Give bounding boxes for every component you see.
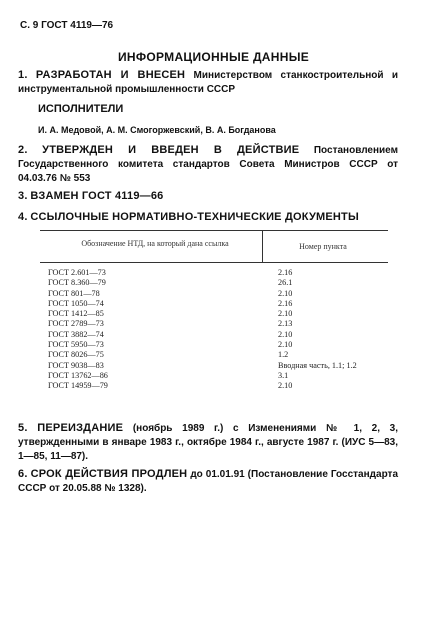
section-number: 5. bbox=[18, 422, 28, 434]
table-cell-item: 2.16 bbox=[278, 268, 293, 277]
table-cell-document: ГОСТ 8026—75 bbox=[48, 350, 104, 360]
table-column-divider bbox=[262, 230, 263, 262]
section-heading: ПЕРЕИЗДАНИЕ bbox=[37, 422, 124, 434]
table-header-rule bbox=[40, 262, 388, 263]
section-reissue bbox=[18, 421, 398, 464]
section-body: Министерством станкостроительной и инструментальной промышленности СССР bbox=[18, 70, 398, 95]
page-header: С. 9 ГОСТ 4119—76 bbox=[20, 20, 114, 31]
section-approved bbox=[18, 143, 398, 186]
table-cell-document: ГОСТ 14959—79 bbox=[48, 381, 108, 391]
table-cell-item: 2.10 bbox=[278, 329, 293, 339]
section-heading: РАЗРАБОТАН И ВНЕСЕН bbox=[35, 69, 186, 81]
table-cell-document: ГОСТ 2.601—73 bbox=[48, 268, 106, 277]
table-cell-document: ГОСТ 13762—86 bbox=[48, 370, 108, 380]
table-cell-item: Вводная часть, 1.1; 1.2 bbox=[278, 360, 357, 370]
table-header-document: Обозначение НТД, на который дана ссылка bbox=[81, 239, 229, 248]
table-cell-document: ГОСТ 1412—85 bbox=[48, 309, 104, 319]
table-cell-item: 2.16 bbox=[278, 298, 293, 308]
table-item-column bbox=[278, 268, 357, 392]
performers-heading: ИСПОЛНИТЕЛИ bbox=[38, 103, 124, 115]
table-cell-document: ГОСТ 9038—83 bbox=[48, 360, 104, 370]
section-number: 4. bbox=[18, 211, 28, 223]
section-number: 3. bbox=[18, 190, 28, 202]
section-body: до 01.01.91 (Постановление Госстандарта СССР от 20.05.88 № 1328). bbox=[18, 469, 399, 494]
table-top-rule bbox=[40, 230, 388, 231]
table-cell-item: 2.10 bbox=[278, 288, 293, 298]
performers-names: И. А. Медовой, А. М. Смогоржевский, В. А. Богданова bbox=[38, 125, 276, 135]
table-cell-item: 3.1 bbox=[278, 370, 289, 380]
table-cell-item: 2.10 bbox=[278, 381, 293, 391]
table-cell-item: 26.1 bbox=[278, 278, 293, 288]
table-cell-item: 2.10 bbox=[278, 309, 293, 319]
section-heading: ВЗАМЕН ГОСТ 4119—66 bbox=[30, 190, 164, 202]
section-heading: УТВЕРЖДЕН И ВВЕДЕН В ДЕЙСТВИЕ bbox=[42, 144, 300, 156]
section-number: 2. bbox=[18, 144, 28, 156]
table-cell-document: ГОСТ 5950—73 bbox=[48, 340, 104, 350]
section-references bbox=[18, 210, 398, 225]
section-number: 6. bbox=[18, 468, 28, 480]
table-header-item: Номер пункта bbox=[299, 242, 347, 251]
table-cell-document: ГОСТ 1050—74 bbox=[48, 298, 104, 308]
table-cell-document: ГОСТ 2789—73 bbox=[48, 319, 104, 329]
page-title: ИНФОРМАЦИОННЫЕ ДАННЫЕ bbox=[117, 50, 310, 64]
section-body: (ноябрь 1989 г.) с Изменениями № 1, 2, 3, утвержденными в январе 1983 г., октябре 1984 г., августе 1987 г. (ИУС 5—83, 1—85, 11—87). bbox=[18, 423, 399, 462]
section-extended bbox=[18, 467, 398, 496]
section-replaces bbox=[18, 189, 398, 204]
section-heading: СРОК ДЕЙСТВИЯ ПРОДЛЕН bbox=[30, 468, 188, 480]
table-cell-item: 1.2 bbox=[278, 350, 289, 360]
section-body: Постановлением Государственного комитета стандартов Совета Министров СССР от 04.03.76 № 553 bbox=[18, 145, 399, 184]
table-document-column bbox=[48, 268, 108, 392]
section-heading: ССЫЛОЧНЫЕ НОРМАТИВНО-ТЕХНИЧЕСКИЕ ДОКУМЕНТЫ bbox=[30, 211, 359, 223]
table-cell-item: 2.13 bbox=[278, 319, 293, 329]
table-cell-document: ГОСТ 8.360—79 bbox=[48, 278, 106, 288]
table-cell-document: ГОСТ 801—78 bbox=[48, 288, 100, 298]
table-cell-item: 2.10 bbox=[278, 340, 293, 350]
table-cell-document: ГОСТ 3882—74 bbox=[48, 329, 104, 339]
section-number: 1. bbox=[18, 69, 28, 81]
section-developed bbox=[18, 68, 398, 97]
